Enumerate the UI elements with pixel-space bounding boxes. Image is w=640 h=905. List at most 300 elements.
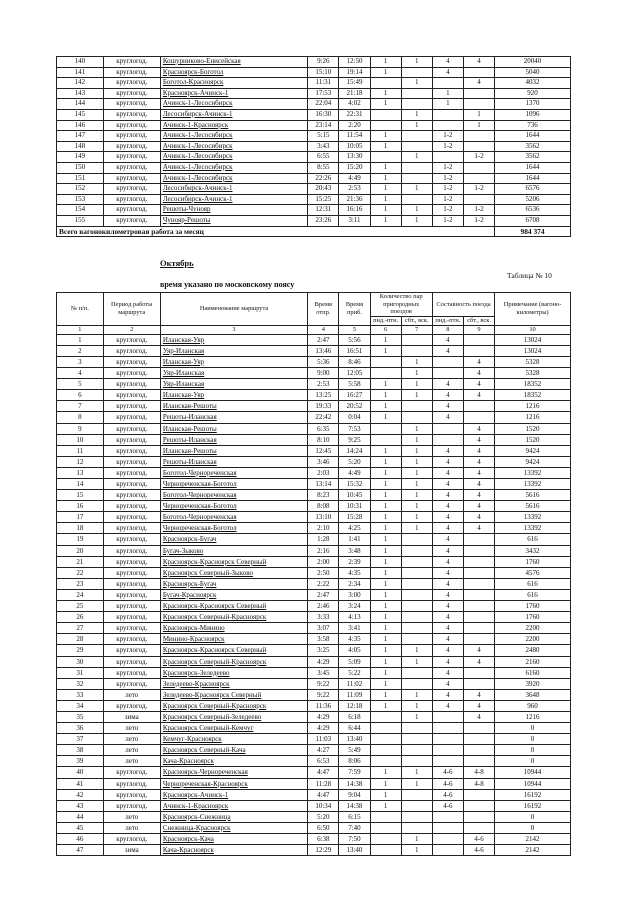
trains-weekend: 1	[401, 778, 432, 789]
route-name: Боготол-Чернореченская	[160, 467, 307, 478]
departure-time: 22:26	[308, 173, 339, 184]
composition-weekday	[432, 423, 463, 434]
composition-weekday	[432, 745, 463, 756]
row-number: 15	[57, 490, 104, 501]
arrival-time: 7:53	[339, 423, 370, 434]
table-row	[57, 479, 571, 490]
departure-time: 11:36	[308, 700, 339, 711]
arrival-time: 8:46	[339, 356, 370, 367]
departure-time: 11:28	[308, 778, 339, 789]
header-num: № п/п.	[57, 293, 104, 326]
trains-weekend	[401, 556, 432, 567]
route-name: Красноярск Северный-Красноярск	[160, 612, 307, 623]
row-number: 149	[57, 152, 104, 163]
arrival-time: 7:59	[339, 767, 370, 778]
note-value: 1216	[495, 412, 571, 423]
trains-weekend: 1	[401, 501, 432, 512]
route-name: Кошурниково-Енисейская	[160, 57, 307, 68]
row-number: 23	[57, 578, 104, 589]
departure-time: 4:27	[308, 745, 339, 756]
departure-time: 8:08	[308, 501, 339, 512]
arrival-time: 16:16	[339, 205, 370, 216]
composition-weekday: 4	[432, 456, 463, 467]
route-period: лето	[103, 745, 160, 756]
composition-weekend: 4	[463, 512, 494, 523]
departure-time: 15:25	[308, 194, 339, 205]
composition-weekend: 4	[463, 711, 494, 722]
arrival-time: 4:49	[339, 173, 370, 184]
arrival-time: 16:51	[339, 345, 370, 356]
table-row	[57, 578, 571, 589]
route-name: Иланская-Решоты	[160, 401, 307, 412]
column-number: 9	[463, 325, 494, 334]
table-row	[57, 356, 571, 367]
trains-weekday: 1	[370, 800, 401, 811]
note-value: 18352	[495, 379, 571, 390]
composition-weekend	[463, 194, 494, 205]
composition-weekday: 1-2	[432, 184, 463, 195]
departure-time: 22:42	[308, 412, 339, 423]
trains-weekday: 1	[370, 512, 401, 523]
composition-weekend: 4	[463, 467, 494, 478]
header-composition-group: Составность поезда	[432, 293, 494, 317]
table-row	[57, 368, 571, 379]
route-period: круглогод.	[103, 445, 160, 456]
arrival-time: 3:24	[339, 601, 370, 612]
row-number: 7	[57, 401, 104, 412]
composition-weekday	[432, 368, 463, 379]
composition-weekend: 4	[463, 656, 494, 667]
row-number: 47	[57, 845, 104, 856]
route-name: Боготол-Чернореченская	[160, 490, 307, 501]
column-number: 8	[432, 325, 463, 334]
trains-weekday	[370, 368, 401, 379]
trains-weekend	[401, 612, 432, 623]
arrival-time: 12:50	[339, 57, 370, 68]
departure-time: 4:29	[308, 656, 339, 667]
route-name: Красноярск-Кача	[160, 834, 307, 845]
arrival-time: 12:05	[339, 368, 370, 379]
composition-weekend: 4	[463, 434, 494, 445]
departure-time: 22:04	[308, 99, 339, 110]
composition-weekend: 4	[463, 645, 494, 656]
table-row	[57, 711, 571, 722]
table-row	[57, 767, 571, 778]
trains-weekday: 1	[370, 141, 401, 152]
arrival-time: 12:18	[339, 700, 370, 711]
departure-time: 3:33	[308, 612, 339, 623]
trains-weekend: 1	[401, 57, 432, 68]
composition-weekend: 4	[463, 356, 494, 367]
row-number: 40	[57, 767, 104, 778]
composition-weekend	[463, 578, 494, 589]
route-name: Красноярск Северный-Кача	[160, 745, 307, 756]
composition-weekend: 4-6	[463, 834, 494, 845]
composition-weekend	[463, 545, 494, 556]
arrival-time: 14:24	[339, 445, 370, 456]
note-value: 1520	[495, 423, 571, 434]
row-number: 153	[57, 194, 104, 205]
trains-weekday: 1	[370, 334, 401, 345]
note-value: 0	[495, 734, 571, 745]
row-number: 41	[57, 778, 104, 789]
route-period: лето	[103, 811, 160, 822]
arrival-time: 3:11	[339, 215, 370, 226]
route-period: круглогод.	[103, 601, 160, 612]
departure-time: 9:22	[308, 689, 339, 700]
row-number: 31	[57, 667, 104, 678]
composition-weekend	[463, 745, 494, 756]
route-name: Боготол-Красноярск	[160, 78, 307, 89]
trains-weekday: 1	[370, 589, 401, 600]
trains-weekend	[401, 745, 432, 756]
trains-weekend	[401, 67, 432, 78]
route-period: круглогод.	[103, 215, 160, 226]
departure-time: 2:47	[308, 589, 339, 600]
composition-weekend	[463, 345, 494, 356]
row-number: 19	[57, 534, 104, 545]
route-period: круглогод.	[103, 368, 160, 379]
arrival-time: 13:30	[339, 152, 370, 163]
route-period: круглогод.	[103, 645, 160, 656]
table-row	[57, 401, 571, 412]
row-number: 39	[57, 756, 104, 767]
composition-weekday: 4	[432, 379, 463, 390]
composition-weekday	[432, 434, 463, 445]
composition-weekend	[463, 334, 494, 345]
trains-weekday: 1	[370, 205, 401, 216]
column-number-row	[57, 325, 571, 334]
route-name: Снежница-Красноярск	[160, 822, 307, 833]
table-row	[57, 152, 571, 163]
composition-weekend	[463, 634, 494, 645]
arrival-time: 10:45	[339, 490, 370, 501]
header-comp-weekend: сбт., вск.	[463, 316, 494, 325]
continuation-table	[56, 56, 571, 237]
trains-weekday: 1	[370, 479, 401, 490]
route-period: круглогод.	[103, 490, 160, 501]
route-period: круглогод.	[103, 545, 160, 556]
trains-weekday: 1	[370, 345, 401, 356]
trains-weekday: 1	[370, 623, 401, 634]
trains-weekday	[370, 811, 401, 822]
composition-weekend: 4	[463, 689, 494, 700]
trains-weekend	[401, 601, 432, 612]
composition-weekday: 4	[432, 412, 463, 423]
row-number: 35	[57, 711, 104, 722]
trains-weekend	[401, 534, 432, 545]
arrival-time: 16:27	[339, 390, 370, 401]
row-number: 5	[57, 379, 104, 390]
route-name: Кемчуг-Красноярск	[160, 734, 307, 745]
trains-weekday: 1	[370, 501, 401, 512]
table-row	[57, 99, 571, 110]
row-number: 2	[57, 345, 104, 356]
departure-time: 15:10	[308, 67, 339, 78]
composition-weekend	[463, 99, 494, 110]
composition-weekday: 4	[432, 67, 463, 78]
note-value: 13392	[495, 479, 571, 490]
route-period: круглогод.	[103, 109, 160, 120]
composition-weekend: 4	[463, 479, 494, 490]
composition-weekend: 4	[463, 379, 494, 390]
note-value: 1760	[495, 612, 571, 623]
row-number: 42	[57, 789, 104, 800]
total-label: Всего вагонокилометровая работа за месяц	[57, 226, 495, 237]
row-number: 37	[57, 734, 104, 745]
route-period: круглогод.	[103, 120, 160, 131]
composition-weekday: 4	[432, 479, 463, 490]
route-period: круглогод.	[103, 162, 160, 173]
note-value: 0	[495, 723, 571, 734]
header-route: Наименование маршрута	[160, 293, 307, 326]
composition-weekday: 1	[432, 88, 463, 99]
row-number: 45	[57, 822, 104, 833]
departure-time: 13:25	[308, 390, 339, 401]
composition-weekend	[463, 601, 494, 612]
note-value: 2142	[495, 834, 571, 845]
arrival-time: 4:05	[339, 645, 370, 656]
route-name: Ачинск-1-Лесосибирск	[160, 173, 307, 184]
route-name: Красноярск-Ачинск-1	[160, 88, 307, 99]
arrival-time: 13:40	[339, 845, 370, 856]
trains-weekend: 1	[401, 656, 432, 667]
composition-weekday: 1-2	[432, 141, 463, 152]
table-row	[57, 567, 571, 578]
table-row	[57, 556, 571, 567]
route-period: зима	[103, 711, 160, 722]
trains-weekday: 1	[370, 173, 401, 184]
route-name: Лесосибирск-Ачинск-1	[160, 194, 307, 205]
trains-weekend: 1	[401, 205, 432, 216]
trains-weekend: 1	[401, 845, 432, 856]
table-row	[57, 656, 571, 667]
trains-weekend	[401, 173, 432, 184]
composition-weekend	[463, 412, 494, 423]
trains-weekday: 1	[370, 689, 401, 700]
table-row	[57, 131, 571, 142]
note-value: 1644	[495, 173, 571, 184]
arrival-time: 4:35	[339, 567, 370, 578]
trains-weekend: 1	[401, 700, 432, 711]
departure-time: 6:38	[308, 834, 339, 845]
column-number: 2	[103, 325, 160, 334]
departure-time: 4:29	[308, 711, 339, 722]
note-value: 3920	[495, 678, 571, 689]
composition-weekend: 1	[463, 120, 494, 131]
route-name: Красноярск-Красноярск Северный	[160, 556, 307, 567]
trains-weekend	[401, 567, 432, 578]
table-row	[57, 534, 571, 545]
note-value: 5328	[495, 368, 571, 379]
departure-time: 12:31	[308, 205, 339, 216]
row-number: 13	[57, 467, 104, 478]
route-period: круглогод.	[103, 423, 160, 434]
trains-weekend: 1	[401, 445, 432, 456]
row-number: 4	[57, 368, 104, 379]
route-name: Ачинск-1-Лесосибирск	[160, 99, 307, 110]
column-number: 3	[160, 325, 307, 334]
note-value: 1370	[495, 99, 571, 110]
departure-time: 3:25	[308, 645, 339, 656]
arrival-time: 4:13	[339, 612, 370, 623]
arrival-time: 5:58	[339, 379, 370, 390]
composition-weekday: 1-2	[432, 215, 463, 226]
arrival-time: 9:04	[339, 789, 370, 800]
composition-weekday: 1-2	[432, 131, 463, 142]
route-name: Иланская-Уяр	[160, 334, 307, 345]
arrival-time: 4:02	[339, 99, 370, 110]
composition-weekday	[432, 356, 463, 367]
trains-weekend: 1	[401, 523, 432, 534]
table-row	[57, 834, 571, 845]
header-period: Период работы маршрута	[103, 293, 160, 326]
departure-time: 2:16	[308, 545, 339, 556]
composition-weekday: 4	[432, 501, 463, 512]
note-value: 3562	[495, 141, 571, 152]
trains-weekend	[401, 141, 432, 152]
arrival-time: 11:02	[339, 678, 370, 689]
note-value: 3648	[495, 689, 571, 700]
departure-time: 13:10	[308, 512, 339, 523]
route-name: Красноярск-Ачинск-1	[160, 789, 307, 800]
route-period: круглогод.	[103, 345, 160, 356]
trains-weekday: 1	[370, 215, 401, 226]
composition-weekday	[432, 756, 463, 767]
table-row	[57, 57, 571, 68]
row-number: 6	[57, 390, 104, 401]
route-name: Чернореченская-Красноярск	[160, 778, 307, 789]
arrival-time: 5:20	[339, 456, 370, 467]
departure-time: 2:50	[308, 567, 339, 578]
departure-time: 9:26	[308, 57, 339, 68]
row-number: 145	[57, 109, 104, 120]
trains-weekday: 1	[370, 490, 401, 501]
route-name: Зеледеево-Красноярск	[160, 678, 307, 689]
table-row	[57, 109, 571, 120]
route-period: круглогод.	[103, 67, 160, 78]
table-row	[57, 667, 571, 678]
departure-time: 3:45	[308, 667, 339, 678]
trains-weekend: 1	[401, 78, 432, 89]
trains-weekday: 1	[370, 667, 401, 678]
table-row	[57, 756, 571, 767]
arrival-time: 7:50	[339, 834, 370, 845]
row-number: 18	[57, 523, 104, 534]
composition-weekend	[463, 734, 494, 745]
route-period: лето	[103, 734, 160, 745]
month-heading: Октябрь	[160, 258, 194, 268]
route-period: лето	[103, 689, 160, 700]
composition-weekday	[432, 152, 463, 163]
departure-time: 6:53	[308, 756, 339, 767]
trains-weekday	[370, 845, 401, 856]
table-row	[57, 194, 571, 205]
note-value: 0	[495, 745, 571, 756]
departure-time: 8:23	[308, 490, 339, 501]
table-row	[57, 67, 571, 78]
composition-weekday	[432, 120, 463, 131]
note-value: 3562	[495, 152, 571, 163]
route-period: круглогод.	[103, 141, 160, 152]
departure-time: 3:43	[308, 141, 339, 152]
trains-weekend	[401, 734, 432, 745]
note-value: 4032	[495, 78, 571, 89]
route-period: круглогод.	[103, 834, 160, 845]
row-number: 142	[57, 78, 104, 89]
trains-weekend	[401, 723, 432, 734]
route-period: круглогод.	[103, 512, 160, 523]
trains-weekend: 1	[401, 711, 432, 722]
arrival-time: 4:49	[339, 467, 370, 478]
composition-weekend: 1	[463, 109, 494, 120]
table-row	[57, 523, 571, 534]
trains-weekday	[370, 109, 401, 120]
composition-weekend	[463, 567, 494, 578]
trains-weekend	[401, 678, 432, 689]
trains-weekend	[401, 334, 432, 345]
departure-time: 9:22	[308, 678, 339, 689]
header-trains-weekday: пнд.-птн.	[370, 316, 401, 325]
departure-time: 2:47	[308, 334, 339, 345]
table-row	[57, 723, 571, 734]
arrival-time: 11:09	[339, 689, 370, 700]
departure-time: 11:31	[308, 78, 339, 89]
composition-weekend: 4	[463, 490, 494, 501]
trains-weekend	[401, 589, 432, 600]
trains-weekday: 1	[370, 523, 401, 534]
composition-weekend	[463, 756, 494, 767]
route-period: зима	[103, 845, 160, 856]
note-value: 13392	[495, 467, 571, 478]
column-number: 1	[57, 325, 104, 334]
route-period: круглогод.	[103, 401, 160, 412]
trains-weekend: 1	[401, 434, 432, 445]
departure-time: 19:33	[308, 401, 339, 412]
route-name: Чернореченская-Боготол	[160, 523, 307, 534]
composition-weekday: 4-6	[432, 778, 463, 789]
route-period: лето	[103, 756, 160, 767]
composition-weekday: 1	[432, 99, 463, 110]
route-name: Красноярск Северный-Зеледеево	[160, 711, 307, 722]
composition-weekday: 4	[432, 445, 463, 456]
route-period: круглогод.	[103, 789, 160, 800]
trains-weekend: 1	[401, 456, 432, 467]
departure-time: 17:53	[308, 88, 339, 99]
composition-weekend: 4	[463, 456, 494, 467]
route-period: круглогод.	[103, 589, 160, 600]
note-value: 5616	[495, 490, 571, 501]
table-row	[57, 512, 571, 523]
row-number: 33	[57, 689, 104, 700]
composition-weekend	[463, 131, 494, 142]
trains-weekday	[370, 756, 401, 767]
row-number: 16	[57, 501, 104, 512]
table-row	[57, 822, 571, 833]
row-number: 11	[57, 445, 104, 456]
departure-time: 11:03	[308, 734, 339, 745]
composition-weekday: 4	[432, 512, 463, 523]
route-period: круглогод.	[103, 334, 160, 345]
composition-weekend	[463, 67, 494, 78]
arrival-time: 8:06	[339, 756, 370, 767]
trains-weekday	[370, 423, 401, 434]
note-value: 5206	[495, 194, 571, 205]
composition-weekday: 1-2	[432, 173, 463, 184]
route-period: круглогод.	[103, 523, 160, 534]
note-value: 2142	[495, 845, 571, 856]
note-value: 1644	[495, 162, 571, 173]
